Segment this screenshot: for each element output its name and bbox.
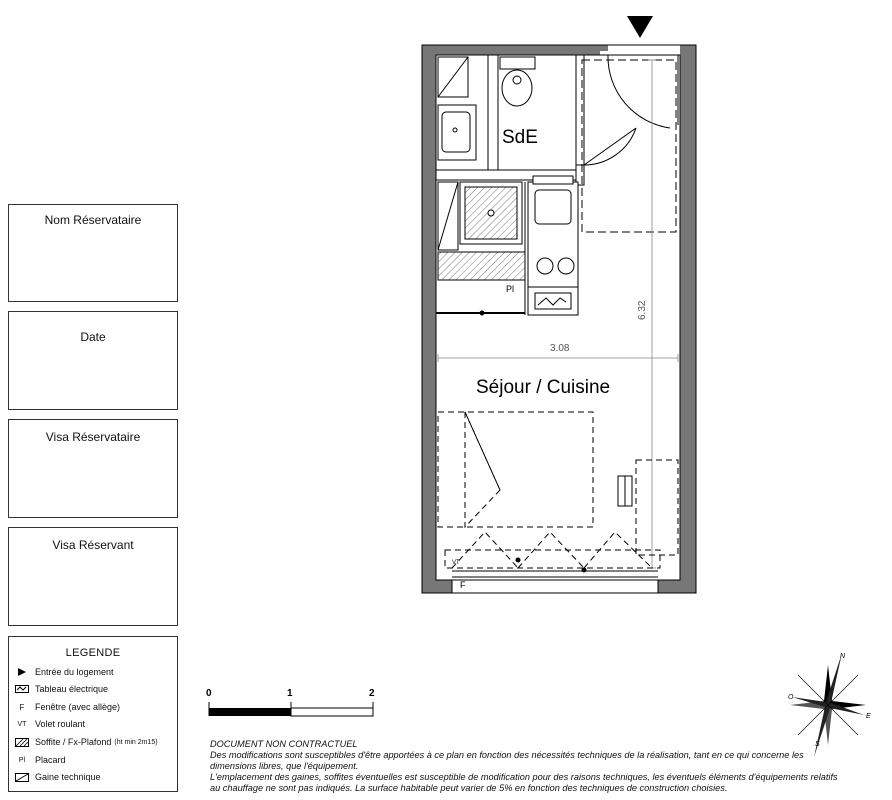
gaine-technique [438, 57, 468, 97]
notice-line: au chauffage ne sont pas indiqués. La surface habitable peut varier de 5% en fonction des techniques de construction choisies. [210, 783, 728, 793]
window-label: F [460, 580, 466, 590]
kitchen-units [528, 176, 578, 315]
visa-reservataire-label: Visa Réservataire [45, 430, 141, 444]
entry-door [608, 55, 678, 128]
notice-line: dimensions libres, que l'équipement. [210, 761, 359, 771]
notice-line: Des modifications sont susceptibles d'être apportées à ce plan en fonction des nécessités techniques de la réalisation, tant en ce qui concerne les [210, 750, 804, 760]
volet-label: VT [452, 560, 460, 566]
room-label-sejour: Séjour / Cuisine [476, 377, 611, 398]
legend-label: Entrée du logement [35, 667, 114, 677]
legend-symbol: Pl [18, 756, 26, 764]
shower-tray-icon [438, 182, 522, 250]
legend-label: Volet roulant [35, 719, 86, 729]
placard-label: Pl [506, 284, 515, 294]
legend-item-placard [13, 755, 66, 765]
compass-e: E [866, 713, 871, 720]
date-label: Date [80, 330, 106, 344]
legend-label: Tableau électrique [35, 684, 109, 694]
dimension-width-label: 3.08 [550, 343, 570, 354]
scale-tick-1: 1 [287, 688, 293, 699]
bed [438, 412, 593, 527]
legend-label: Fenêtre (avec allège) [35, 702, 121, 712]
window-frame [452, 558, 658, 593]
legend-item-gaine [13, 772, 101, 782]
bathroom-door [584, 128, 636, 165]
scale-tick-0: 0 [206, 688, 212, 699]
legend-label: Placard [35, 755, 66, 765]
entry-triangle-icon [627, 16, 653, 38]
notice-line: L'emplacement des gaines, soffites éventuelles est susceptible de modification pour des raisons techniques, les éventuels éléments d'équipements relatifs [210, 772, 838, 782]
legend-symbol: F [19, 702, 25, 712]
compass-s: S [815, 741, 820, 748]
soffite-band [438, 252, 525, 280]
scale-tick-2: 2 [369, 688, 375, 699]
washbasin-icon [438, 105, 476, 160]
legend-symbol: VT [17, 720, 27, 728]
dashed-storage [582, 60, 676, 232]
diagonal-square-icon [13, 773, 31, 782]
compass-o: O [788, 694, 794, 701]
scale-bar [209, 702, 373, 716]
legend-label: Soffite / Fx-Plafond [35, 737, 112, 747]
disclaimer-notice [210, 739, 890, 794]
desk [618, 460, 678, 555]
visa-reservant-label: Visa Réservant [52, 538, 134, 552]
toilet-icon [500, 57, 535, 106]
nom-reservataire-label: Nom Réservataire [44, 213, 142, 227]
room-label-sde: SdE [502, 127, 538, 148]
legend-note: (ht min 2m15) [114, 738, 158, 746]
dimension-length [648, 60, 656, 568]
dimension-width [438, 354, 678, 362]
dimension-length-label: 6.32 [637, 300, 648, 320]
notice-heading: DOCUMENT NON CONTRACTUEL [210, 739, 358, 749]
legend-title: LEGENDE [65, 647, 121, 659]
compass-n: N [840, 653, 846, 660]
window-swings [445, 532, 660, 568]
legend-label: Gaine technique [35, 772, 101, 782]
